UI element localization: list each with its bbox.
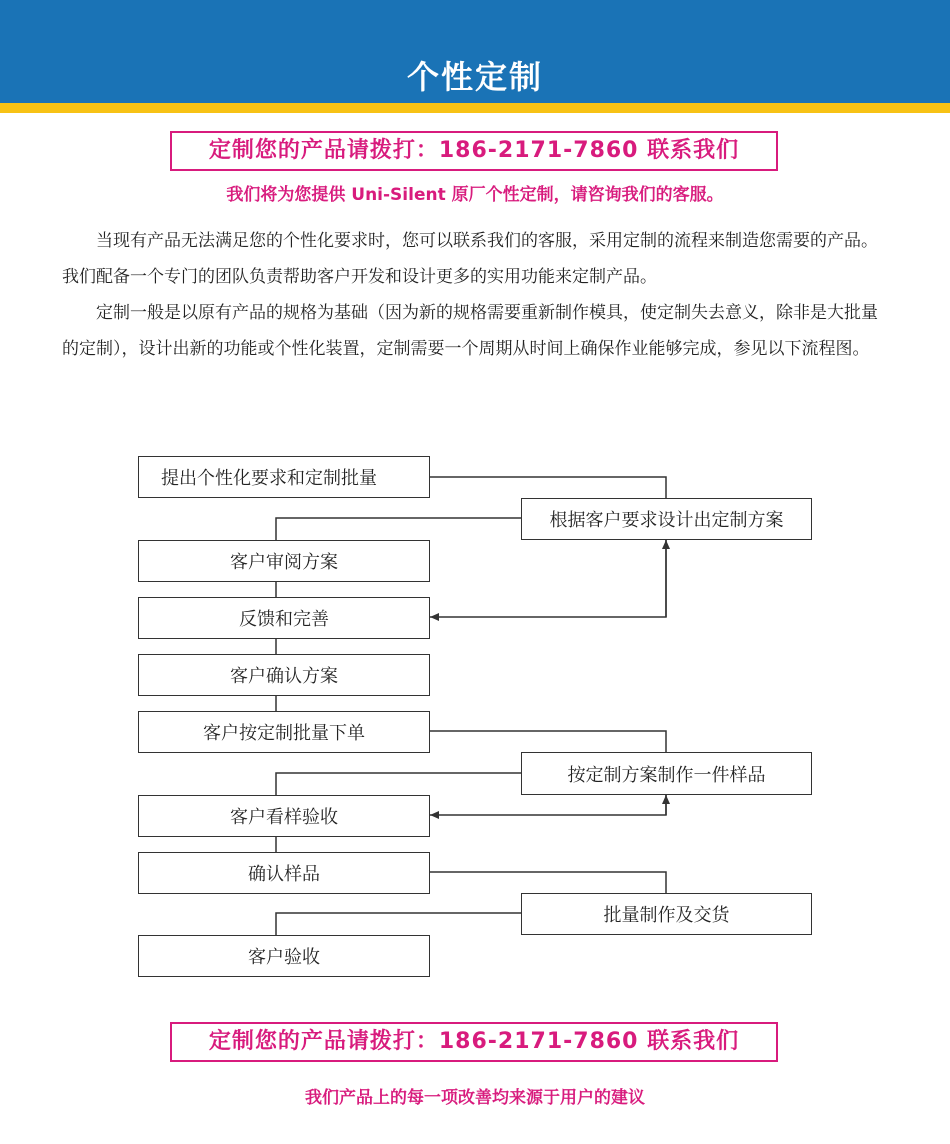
flow-step-make-sample: 按定制方案制作一件样品 [521,752,812,795]
page-title: 个性定制 [406,58,543,96]
connector-line [430,477,666,498]
flow-step-confirm-sample: 确认样品 [138,852,430,894]
contact-phone-box-top: 定制您的产品请拨打：186-2171-7860 联系我们 [170,131,778,171]
connector-line [276,913,521,935]
footer-slogan: 我们产品上的每一项改善均来源于用户的建议 [305,1088,645,1108]
flow-step-mass-production: 批量制作及交货 [521,893,812,935]
custom-service-subline: 我们将为您提供 Uni-Silent 原厂个性定制，请咨询我们的客服。 [226,185,724,205]
connector-line [276,773,521,795]
connector-line [276,518,521,540]
connector-line [430,731,666,752]
flow-step-feedback: 反馈和完善 [138,597,430,639]
contact-phone-box-bottom: 定制您的产品请拨打：186-2171-7860 联系我们 [170,1022,778,1062]
feedback-arrow [430,795,666,815]
flow-step-design-plan: 根据客户要求设计出定制方案 [521,498,812,540]
flow-step-acceptance: 客户验收 [138,935,430,977]
connector-line [430,872,666,893]
flow-step-confirm-plan: 客户确认方案 [138,654,430,696]
flow-step-sample-inspection: 客户看样验收 [138,795,430,837]
feedback-arrow [430,540,666,617]
flow-step-order: 客户按定制批量下单 [138,711,430,753]
flow-step-request: 提出个性化要求和定制批量 [138,456,430,498]
flow-step-review: 客户审阅方案 [138,540,430,582]
intro-paragraph-2: 定制一般是以原有产品的规格为基础（因为新的规格需要重新制作模具，使定制失去意义，除非是大批量的定制），设计出新的功能或个性化装置，定制需要一个周期从时间上确保作业能够完成，参见以下流程图。 [62,303,878,359]
intro-paragraph-1: 当现有产品无法满足您的个性化要求时，您可以联系我们的客服，采用定制的流程来制造您需要的产品。我们配备一个专门的团队负责帮助客户开发和设计更多的实用功能来定制产品。 [62,231,878,287]
